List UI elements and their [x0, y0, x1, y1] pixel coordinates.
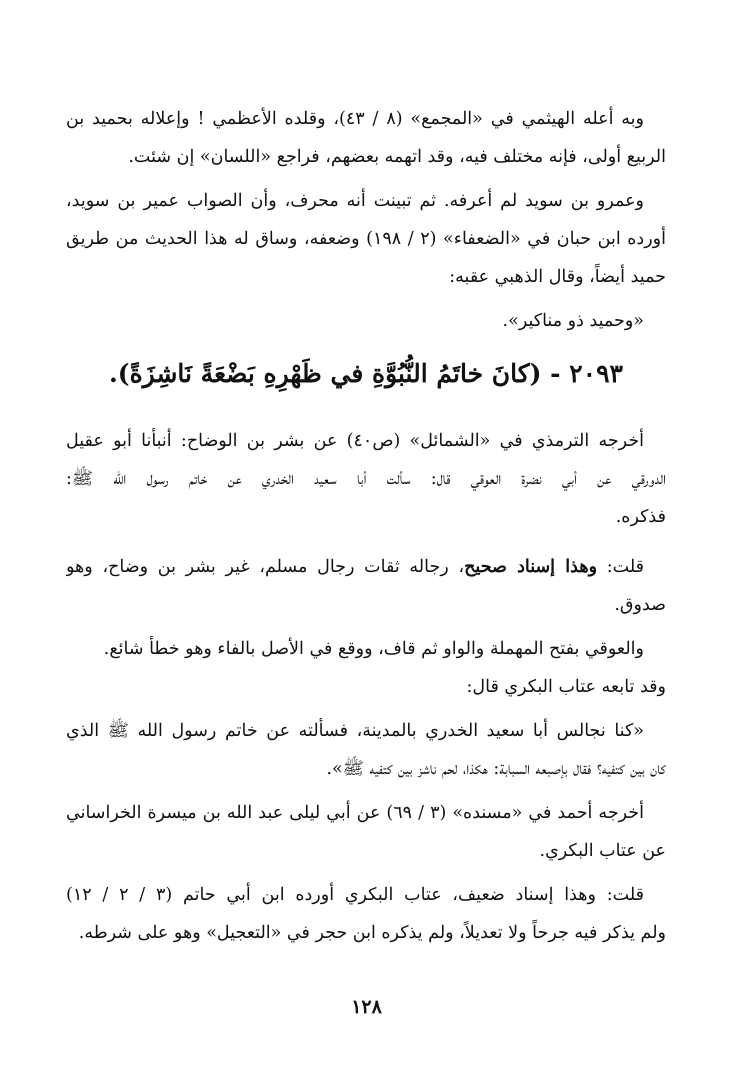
- text-line: والعوقي بفتح المهملة والواو ثم قاف، ووقع في الأصل بالفاء وهو خطأ شائع.: [103, 639, 644, 659]
- text-line: الدورقي عن أبي نضرة العوقي قال: سألت أبا سعيد الخدري عن خاتم رسول الله ﷺ:: [66, 469, 666, 489]
- text-fragment: ، رجاله ثقات رجال مسلم، غير بشر بن وضاح، وهو: [66, 557, 465, 577]
- text-line: كان بين كتفيه؟ فقال بإصبعه السبابة: هكذا، لحم ناشز بين كتفيه ﷺ».: [326, 759, 666, 779]
- text-line: «كنا نجالس أبا سعيد الخدري بالمدينة، فسألته عن خاتم رسول الله ﷺ الذي: [66, 721, 644, 741]
- text-line: وقد تابعه عتاب البكري قال:: [466, 677, 666, 697]
- hadith-heading: ٢٠٩٣ - (كانَ خاتَمُ النُّبُوَّةِ في ظَهْرِهِ بَضْعَةً نَاشِزَةً).: [109, 359, 623, 388]
- text-line: قلت: وهذا إسناد ضعيف، عتاب البكري أورده ابن أبي حاتم (٣ / ٢ / ١٢): [66, 885, 644, 905]
- text-line: أخرجه الترمذي في «الشمائل» (ص٤٠) عن بشر بن الوضاح: أنبأنا أبو عقيل: [66, 431, 644, 451]
- text-line: «وحميد ذو مناكير».: [502, 311, 644, 331]
- text-line: أورده ابن حبان في «الضعفاء» (٢ / ١٩٨) وضعفه، وساق له هذا الحديث من طريق: [66, 229, 666, 249]
- text-line: حميد أيضاً، وقال الذهبي عقبه:: [449, 267, 666, 287]
- text-fragment: قلت:: [597, 557, 644, 577]
- text-line: وبه أعله الهيثمي في «المجمع» (٨ / ٤٣)، وقلده الأعظمي ! وإعلاله بحميد بن: [66, 109, 645, 129]
- page-number: ١٢٨: [351, 996, 382, 1018]
- text-line: الربيع أولى، فإنه مختلف فيه، وقد اتهمه بعضهم، فراجع «اللسان» إن شئت.: [128, 147, 666, 167]
- text-line: ولم يذكر فيه جرحاً ولا تعديلاً، ولم يذكره ابن حجر في «التعجيل» وهو على شرطه.: [78, 923, 666, 943]
- text-line: وعمرو بن سويد لم أعرفه. ثم تبينت أنه محرف، وأن الصواب عمير بن سويد،: [66, 191, 644, 211]
- text-line: فذكره.: [615, 507, 666, 527]
- text-line: عن عتاب البكري.: [539, 841, 666, 861]
- bold-phrase: وهذا إسناد صحيح: [464, 557, 598, 577]
- page-body: [66, 100, 666, 952]
- text-line: [66, 548, 666, 586]
- text-line: أخرجه أحمد في «مسنده» (٣ / ٦٩) عن أبي ليلى عبد الله بن ميسرة الخراساني: [66, 803, 644, 823]
- text-line: صدوق.: [614, 595, 666, 615]
